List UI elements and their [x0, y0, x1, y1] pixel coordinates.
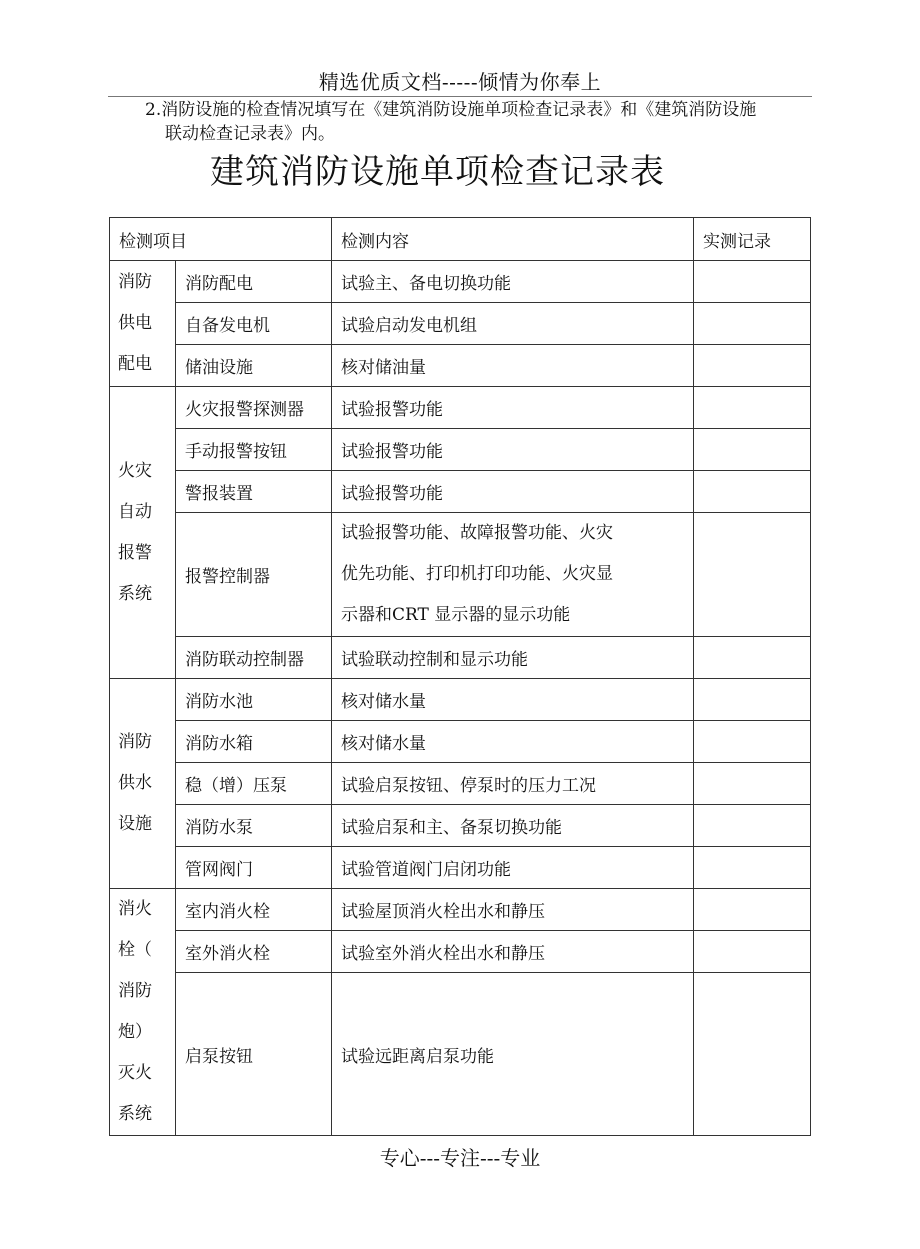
category-line: 炮）: [118, 1022, 152, 1042]
table-row: [110, 721, 811, 763]
table-row: [110, 637, 811, 679]
content-cell: 试验报警功能: [332, 387, 694, 429]
category-line: 配电: [118, 354, 152, 374]
header-record: 实测记录: [694, 218, 811, 261]
item-cell: 消防水池: [176, 679, 332, 721]
record-cell[interactable]: [694, 303, 811, 345]
item-cell: 消防水泵: [176, 805, 332, 847]
category-line: 系统: [118, 583, 152, 604]
header-item: 检测项目: [110, 218, 332, 261]
category-cell: [110, 679, 176, 889]
note-line-1: 2.消防设施的检查情况填写在《建筑消防设施单项检查记录表》和《建筑消防设施: [145, 100, 757, 120]
inspection-record-table: [109, 217, 811, 1136]
record-cell[interactable]: [694, 847, 811, 889]
header-content: 检测内容: [332, 218, 694, 261]
content-cell: 核对储水量: [332, 679, 694, 721]
record-cell[interactable]: [694, 973, 811, 1136]
category-line: 消防: [118, 981, 152, 1001]
record-cell[interactable]: [694, 763, 811, 805]
item-cell: 启泵按钮: [176, 973, 332, 1136]
category-line: 报警: [118, 542, 152, 563]
content-cell: 试验室外消火栓出水和静压: [332, 931, 694, 973]
record-cell[interactable]: [694, 889, 811, 931]
record-cell[interactable]: [694, 471, 811, 513]
category-line: 消防: [118, 272, 152, 292]
content-cell: 试验远距离启泵功能: [332, 973, 694, 1136]
content-cell: [332, 513, 694, 637]
table-row: [110, 513, 811, 637]
item-cell: 自备发电机: [176, 303, 332, 345]
table-header-row: [110, 218, 811, 261]
category-cell: [110, 889, 176, 1136]
content-cell: 试验报警功能: [332, 471, 694, 513]
table-row: [110, 931, 811, 973]
content-cell: 试验屋顶消火栓出水和静压: [332, 889, 694, 931]
item-cell: 手动报警按钮: [176, 429, 332, 471]
category-cell: [110, 387, 176, 679]
item-cell: 警报装置: [176, 471, 332, 513]
item-cell: 储油设施: [176, 345, 332, 387]
table-row: [110, 345, 811, 387]
content-cell: 试验报警功能: [332, 429, 694, 471]
record-cell[interactable]: [694, 261, 811, 303]
table-row: [110, 679, 811, 721]
header-divider: [108, 96, 812, 97]
content-cell: 试验启泵按钮、停泵时的压力工况: [332, 763, 694, 805]
content-cell: 试验启泵和主、备泵切换功能: [332, 805, 694, 847]
content-cell: 核对储水量: [332, 721, 694, 763]
category-line: 供水: [118, 773, 152, 793]
table-row: [110, 429, 811, 471]
record-cell[interactable]: [694, 345, 811, 387]
content-line: 试验报警功能、故障报警功能、火灾: [341, 523, 613, 543]
content-line: 示器和CRT 显示器的显示功能: [341, 605, 571, 625]
category-line: 自动: [118, 501, 152, 522]
record-cell[interactable]: [694, 387, 811, 429]
table-row: [110, 847, 811, 889]
table-row: [110, 805, 811, 847]
category-cell: [110, 261, 176, 387]
item-cell: 室外消火栓: [176, 931, 332, 973]
page-header: 精选优质文档-----倾情为你奉上: [318, 70, 602, 94]
item-cell: 管网阀门: [176, 847, 332, 889]
category-line: 供电: [118, 313, 152, 333]
category-line: 设施: [118, 814, 152, 834]
category-line: 火灾: [118, 460, 152, 481]
table-row: [110, 387, 811, 429]
table-row: [110, 471, 811, 513]
content-cell: 试验主、备电切换功能: [332, 261, 694, 303]
category-line: 系统: [118, 1104, 152, 1124]
table-row: [110, 889, 811, 931]
category-line: 消火: [118, 899, 152, 919]
table-row: [110, 763, 811, 805]
document-title: 建筑消防设施单项检查记录表: [210, 152, 665, 192]
record-cell[interactable]: [694, 721, 811, 763]
content-cell: 核对储油量: [332, 345, 694, 387]
record-cell[interactable]: [694, 637, 811, 679]
category-line: 栓（: [118, 940, 152, 960]
instruction-note: [145, 98, 825, 146]
record-cell[interactable]: [694, 429, 811, 471]
record-cell[interactable]: [694, 679, 811, 721]
record-cell[interactable]: [694, 805, 811, 847]
content-line: 优先功能、打印机打印功能、火灾显: [341, 564, 613, 584]
record-cell[interactable]: [694, 931, 811, 973]
record-cell[interactable]: [694, 513, 811, 637]
content-cell: 试验管道阀门启闭功能: [332, 847, 694, 889]
page-footer: 专心---专注---专业: [379, 1146, 541, 1170]
item-cell: 消防水箱: [176, 721, 332, 763]
item-cell: 稳（增）压泵: [176, 763, 332, 805]
table-row: [110, 973, 811, 1136]
category-line: 灭火: [118, 1063, 152, 1083]
item-cell: 室内消火栓: [176, 889, 332, 931]
content-cell: 试验启动发电机组: [332, 303, 694, 345]
item-cell: 消防联动控制器: [176, 637, 332, 679]
item-cell: 消防配电: [176, 261, 332, 303]
item-cell: 报警控制器: [176, 513, 332, 637]
note-line-2: 联动检查记录表》内。: [165, 124, 335, 144]
content-cell: 试验联动控制和显示功能: [332, 637, 694, 679]
table-row: [110, 303, 811, 345]
item-cell: 火灾报警探测器: [176, 387, 332, 429]
category-line: 消防: [118, 732, 152, 752]
table-row: [110, 261, 811, 303]
